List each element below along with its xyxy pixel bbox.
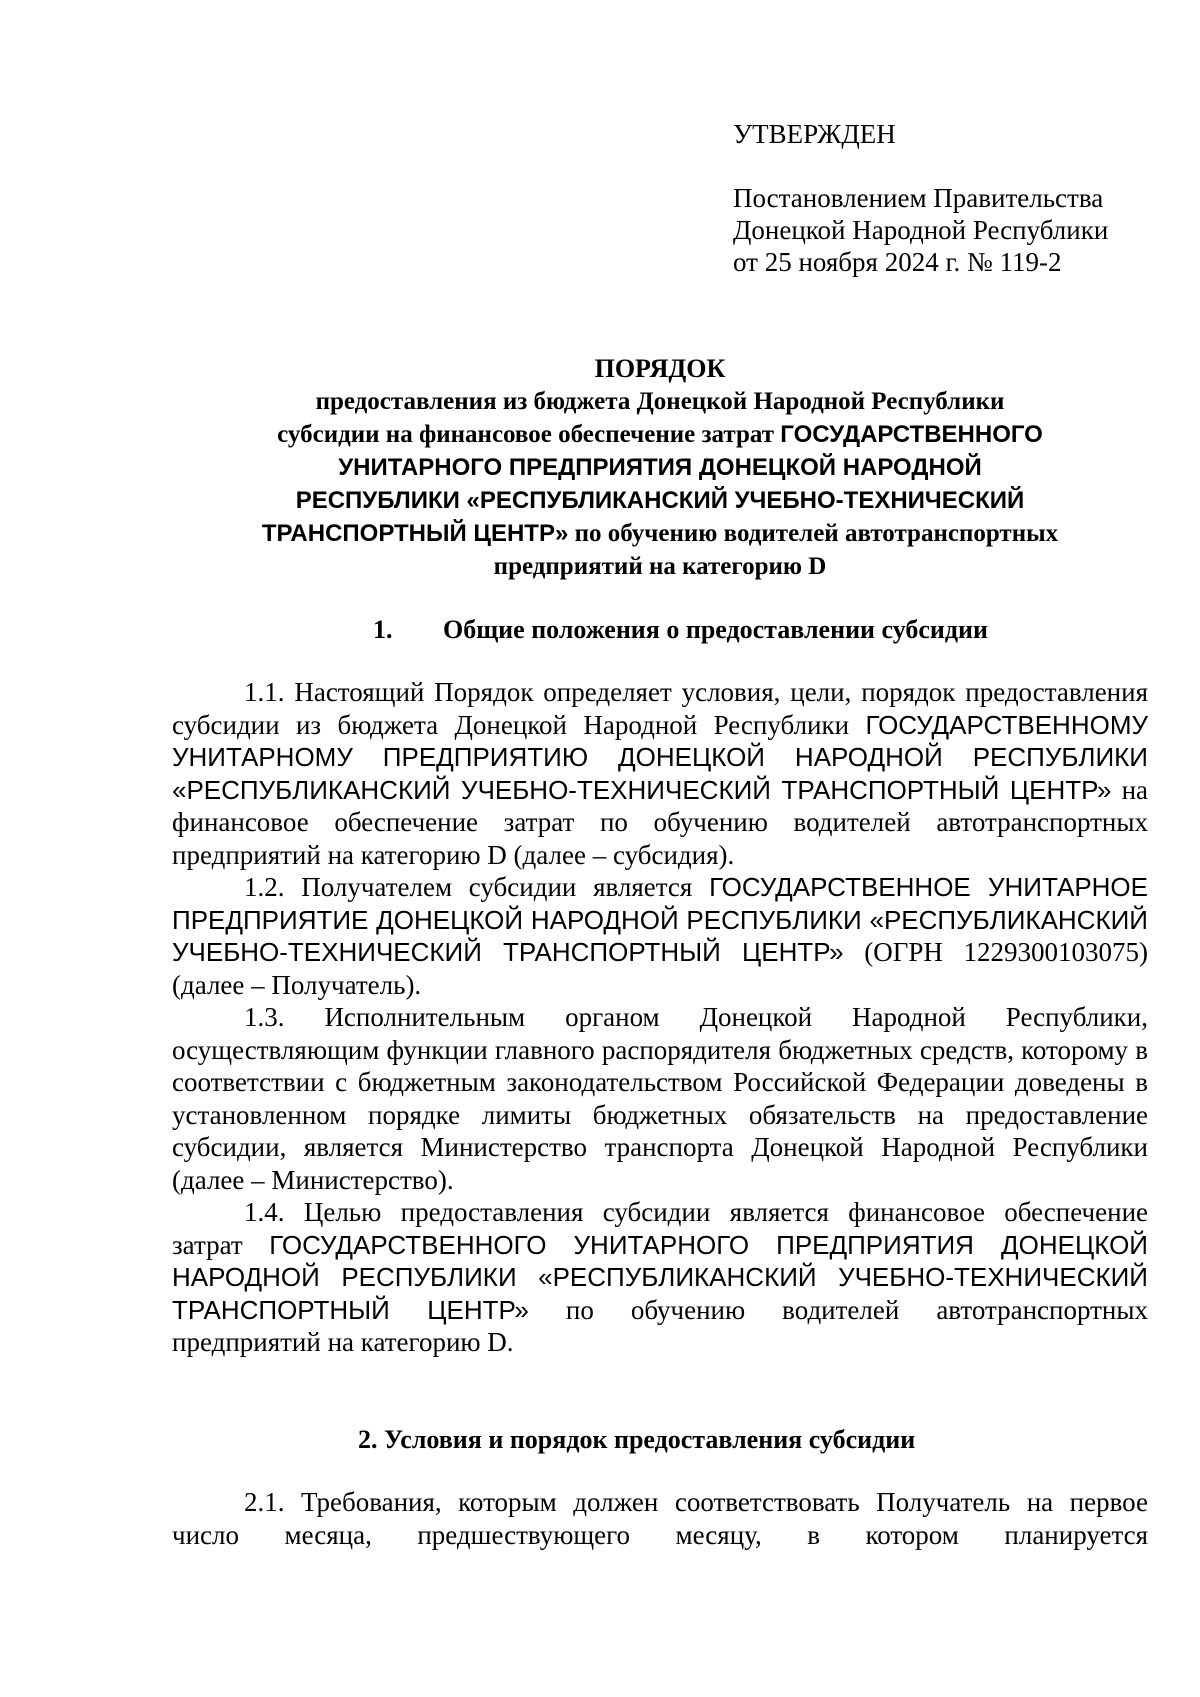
subtitle-line-3: УНИТАРНОГО ПРЕДПРИЯТИЯ ДОНЕЦКОЙ НАРОДНОЙ (338, 454, 982, 481)
approval-line-2: Донецкой Народной Республики (733, 215, 1109, 245)
paragraph-1-2-caps: ГОСУДАРСТВЕННОЕ УНИТАРНОЕ ПРЕДПРИЯТИЕ ДОНЕЦКОЙ НАРОДНОЙ РЕСПУБЛИКИ «РЕСПУБЛИКАНСКИЙ УЧЕБНО-ТЕХНИЧЕСКИЙ ТРАНСПОРТНЫЙ ЦЕНТР» (172, 872, 1148, 967)
paragraph-1-3: 1.3. Исполнительным органом Донецкой Народной Республики, осуществляющим функции главного распорядителя бюджетных средств, которому в соответствии с бюджетным законодательством Российской Федерации доведены в установленном порядке лимиты бюджетных обязательств на предоставление субсидии, является Министерство транспорта Донецкой Народной Республики (далее – Министерство). (172, 1002, 1148, 1195)
paragraph-1-2 (172, 871, 1148, 1001)
approval-line-3: от 25 ноября 2024 г. № 119-2 (733, 247, 1062, 277)
approved-label: УТВЕРЖДЕН (733, 119, 896, 149)
document-title-block (170, 352, 1150, 583)
subtitle-line-4: РЕСПУБЛИКИ «РЕСПУБЛИКАНСКИЙ УЧЕБНО-ТЕХНИЧЕСКИЙ (295, 487, 1025, 514)
paragraph-1-2-text-b: (ОГРН 1229300103075) (далее – Получатель). (172, 937, 1148, 1000)
subtitle-line-1: предоставления из бюджета Донецкой Народной Республики (315, 388, 1005, 415)
paragraph-1-1-text-b: на финансовое обеспечение затрат по обучению водителей автотранспортных предприятий на категорию D (далее – субсидия). (172, 774, 1148, 870)
paragraph-1-1 (172, 676, 1148, 871)
subtitle-line-5 (170, 517, 1150, 550)
section-1-body (172, 676, 1148, 1359)
subtitle-line-5-caps: ТРАНСПОРТНЫЙ ЦЕНТР» (261, 520, 569, 547)
section-1-heading (373, 614, 988, 646)
paragraph-2-1: 2.1. Требования, которым должен соответствовать Получатель на первое число месяца, предшествующего месяцу, в котором планируется (172, 1487, 1148, 1550)
paragraph-1-4 (172, 1196, 1148, 1359)
section-2-body (172, 1486, 1148, 1551)
section-1-number: 1. (373, 615, 393, 644)
document-title: ПОРЯДОК (594, 354, 726, 383)
subtitle-line-2-start: субсидии на финансовое обеспечение затрат (277, 421, 781, 448)
paragraph-1-4-caps: ГОСУДАРСТВЕННОГО УНИТАРНОГО ПРЕДПРИЯТИЯ ДОНЕЦКОЙ НАРОДНОЙ РЕСПУБЛИКИ «РЕСПУБЛИКАНСКИЙ УЧЕБНО-ТЕХНИЧЕСКИЙ ТРАНСПОРТНЫЙ ЦЕНТР» (172, 1229, 1148, 1325)
paragraph-1-4-text-b: по обучению водителей автотранспортных предприятий на категорию D. (172, 1294, 1148, 1357)
subtitle-line-2 (170, 418, 1150, 451)
subtitle-line-2-caps: ГОСУДАРСТВЕННОГО (780, 421, 1043, 448)
section-1-title: Общие положения о предоставлении субсидии (443, 615, 989, 644)
paragraph-1-1-text-a: 1.1. Настоящий Порядок определяет условия, цели, порядок предоставления субсидии из бюджета Донецкой Народной Республики (172, 677, 1148, 740)
paragraph-1-2-text-a: 1.2. Получателем субсидии является (244, 872, 710, 902)
subtitle-line-5-rest: по обучению водителей автотранспортных (568, 520, 1059, 547)
paragraph-1-4-text-a: 1.4. Целью предоставления субсидии является финансовое обеспечение затрат (172, 1197, 1148, 1260)
approval-line-1: Постановлением Правительства (733, 183, 1104, 213)
paragraph-1-1-caps: ГОСУДАРСТВЕННОМУ УНИТАРНОМУ ПРЕДПРИЯТИЮ ДОНЕЦКОЙ НАРОДНОЙ РЕСПУБЛИКИ «РЕСПУБЛИКАНСКИЙ УЧЕБНО-ТЕХНИЧЕСКИЙ ТРАНСПОРТНЫЙ ЦЕНТР» (172, 709, 1148, 805)
approval-stamp (733, 118, 1108, 278)
section-2-heading: 2. Условия и порядок предоставления субсидии (358, 1425, 916, 1454)
subtitle-line-6: предприятий на категорию D (493, 553, 827, 580)
